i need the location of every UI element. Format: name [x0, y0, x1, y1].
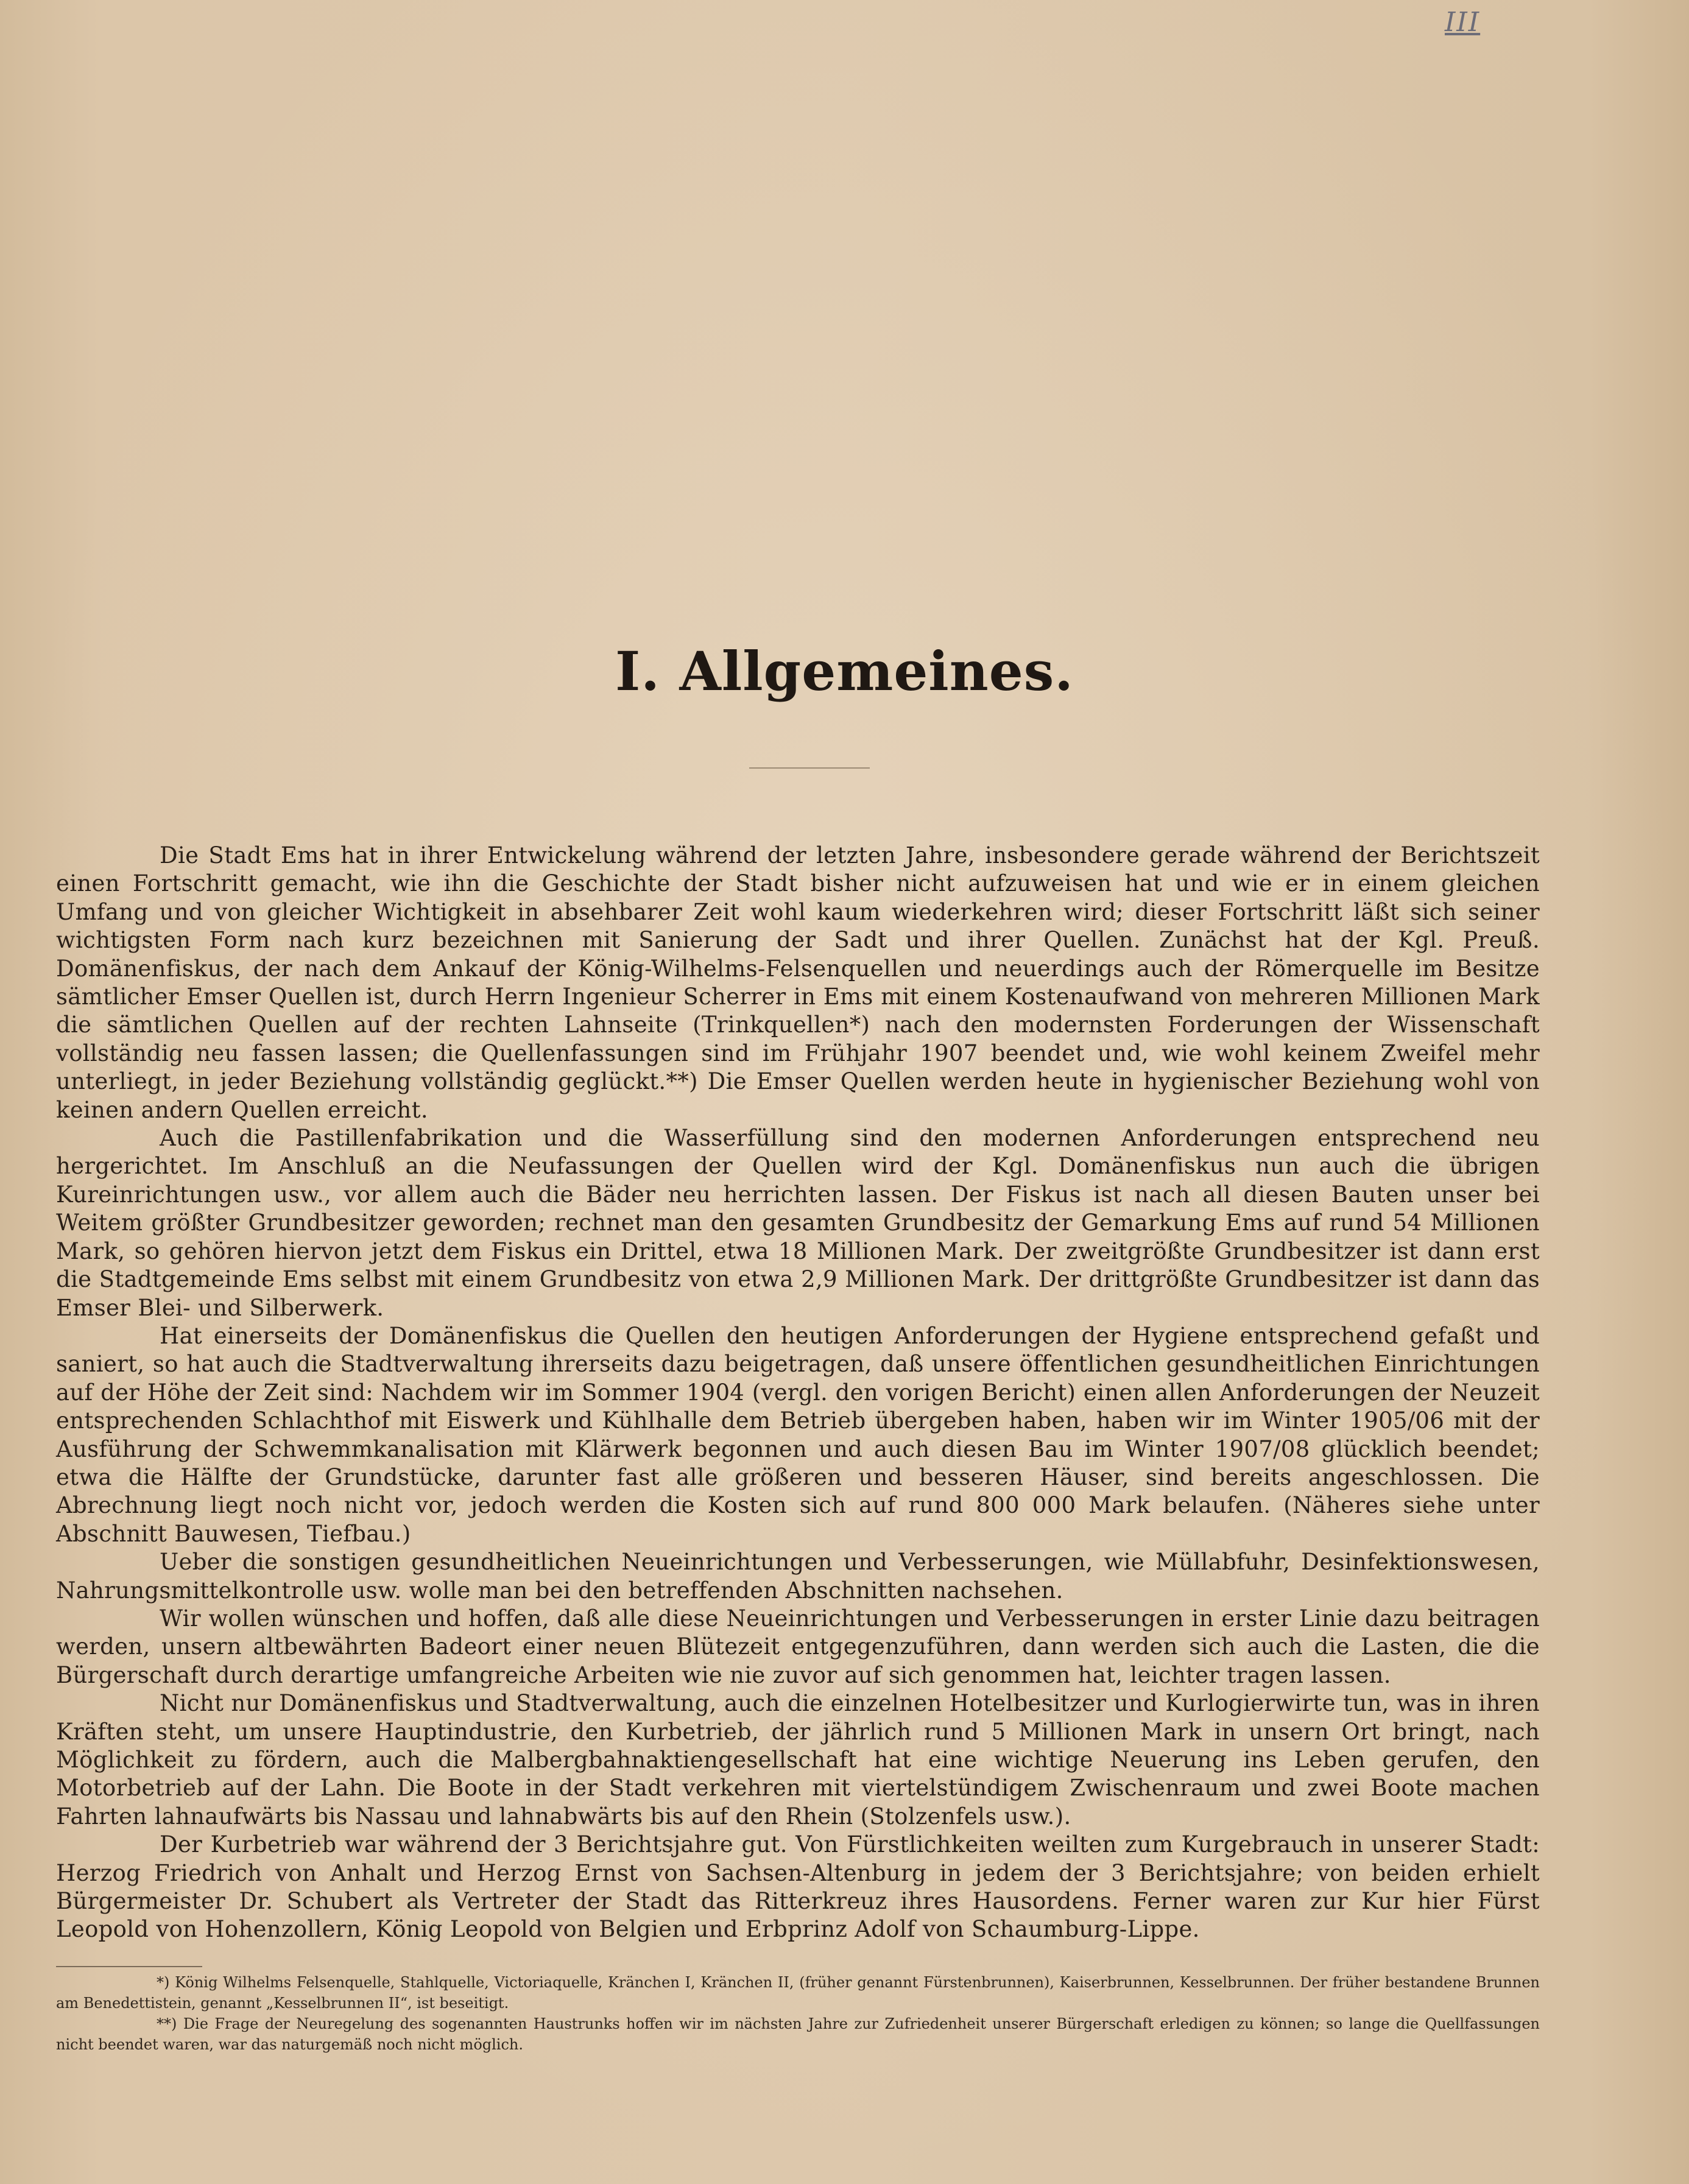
paragraph: Hat einerseits der Domänenfiskus die Quellen den heutigen Anforderungen der Hygiene entsprechend gefaßt und saniert, so hat auch die Stadtverwaltung ihrerseits dazu beigetragen, daß unsere öffentlichen gesundheitlichen Einrichtungen auf der Höhe der Zeit sind: Nachdem wir im Sommer 1904 (vergl. den vorigen Bericht) einen allen Anforderungen der Neuzeit entsprechenden Schlachthof mit Eiswerk und Kühlhalle dem Betrieb übergeben haben, haben wir im Winter 1905/06 mit der Ausführung der Schwemmkanalisation mit Klärwerk begonnen und auch diesen Bau im Winter 1907/08 glücklich beendet; etwa die Hälfte der Grundstücke, darunter fast alle größeren und besseren Häuser, sind bereits angeschlossen. Die Abrechnung liegt noch nicht vor, jedoch werden die Kosten sich auf rund 800 000 Mark belaufen. (Näheres siehe unter Abschnitt Bauwesen, Tiefbau.): [56, 1322, 1540, 1547]
paragraph: Wir wollen wünschen und hoffen, daß alle diese Neueinrichtungen und Verbesserungen in erster Linie dazu beitragen werden, unsern altbewährten Badeort einer neuen Blütezeit entgegenzuführen, dann werden sich auch die Lasten, die die Bürgerschaft durch derartige umfangreiche Arbeiten wie nie zuvor auf sich genommen hat, leichter tragen lassen.: [56, 1605, 1540, 1688]
footnotes: [56, 1972, 1540, 2055]
footnote: *) König Wilhelms Felsenquelle, Stahlquelle, Victoriaquelle, Kränchen I, Kränchen II, (früher genannt Fürstenbrunnen), Kaiserbrunnen, Kesselbrunnen. Der früher bestandene Brunnen am Benedettistein, genannt „Kesselbrunnen II“, ist beseitigt.: [56, 1974, 1540, 2012]
footnote: **) Die Frage der Neuregelung des sogenannten Haustrunks hoffen wir im nächsten Jahre zur Zufriedenheit unserer Bürgerschaft erledigen zu können; so lange die Quellfassungen nicht beendet waren, war das naturgemäß noch nicht möglich.: [56, 2015, 1540, 2053]
paragraph: Nicht nur Domänenfiskus und Stadtverwaltung, auch die einzelnen Hotelbesitzer und Kurlogierwirte tun, was in ihren Kräften steht, um unsere Hauptindustrie, den Kurbetrieb, der jährlich rund 5 Millionen Mark in unsern Ort bringt, nach Möglichkeit zu fördern, auch die Malbergbahnaktiengesellschaft hat eine wichtige Neuerung ins Leben gerufen, den Motorbetrieb auf der Lahn. Die Boote in der Stadt verkehren mit viertelstündigem Zwischenraum und zwei Boote machen Fahrten lahnaufwärts bis Nassau und lahnabwärts bis auf den Rhein (Stolzenfels usw.).: [56, 1690, 1540, 1830]
body-text: [56, 842, 1540, 1944]
paragraph: Der Kurbetrieb war während der 3 Berichtsjahre gut. Von Fürstlichkeiten weilten zum Kurgebrauch in unserer Stadt: Herzog Friedrich von Anhalt und Herzog Ernst von Sachsen-Altenburg in jedem der 3 Berichtsjahre; von beiden erhielt Bürgermeister Dr. Schubert als Vertreter der Stadt das Ritterkreuz ihres Hausordens. Ferner waren zur Kur hier Fürst Leopold von Hohenzollern, König Leopold von Belgien und Erbprinz Adolf von Schaumburg-Lippe.: [56, 1831, 1540, 1943]
title-divider: [749, 767, 870, 769]
paragraph: Die Stadt Ems hat in ihrer Entwickelung während der letzten Jahre, insbesondere gerade während der Berichtszeit einen Fortschritt gemacht, wie ihn die Geschichte der Stadt bisher nicht aufzuweisen hat und wie er in einem gleichen Umfang und von gleicher Wichtigkeit in absehbarer Zeit wohl kaum wiederkehren wird; dieser Fortschritt läßt sich seiner wichtigsten Form nach kurz bezeichnen mit Sanierung der Sadt und ihrer Quellen. Zunächst hat der Kgl. Preuß. Domänenfiskus, der nach dem Ankauf der König-Wilhelms-Felsenquellen und neuerdings auch der Römerquelle im Besitze sämtlicher Emser Quellen ist, durch Herrn Ingenieur Scherrer in Ems mit einem Kostenaufwand von mehreren Millionen Mark die sämtlichen Quellen auf der rechten Lahnseite (Trinkquellen*) nach den modernsten Forderungen der Wissenschaft vollständig neu fassen lassen; die Quellenfassungen sind im Frühjahr 1907 beendet und, wie wohl keinem Zweifel mehr unterliegt, in jeder Beziehung vollständig geglückt.**) Die Emser Quellen werden heute in hygienischer Beziehung wohl von keinen andern Quellen erreicht.: [56, 842, 1540, 1123]
paragraph: Ueber die sonstigen gesundheitlichen Neueinrichtungen und Verbesserungen, wie Müllabfuhr, Desinfektionswesen, Nahrungsmittelkontrolle usw. wolle man bei den betreffenden Abschnitten nachsehen.: [56, 1549, 1540, 1604]
footnote-divider: [56, 1966, 202, 1967]
section-title: I. Allgemeines.: [615, 639, 1074, 703]
paragraph: Auch die Pastillenfabrikation und die Wasserfüllung sind den modernen Anforderungen entsprechend neu hergerichtet. Im Anschluß an die Neufassungen der Quellen wird der Kgl. Domänenfiskus nun auch die übrigen Kureinrichtungen usw., vor allem auch die Bäder neu herrichten lassen. Der Fiskus ist nach all diesen Bauten unser bei Weitem größter Grundbesitzer geworden; rechnet man den gesamten Grundbesitz der Gemarkung Ems auf rund 54 Millionen Mark, so gehören hiervon jetzt dem Fiskus ein Drittel, etwa 18 Millionen Mark. Der zweitgrößte Grundbesitzer ist dann erst die Stadtgemeinde Ems selbst mit einem Grundbesitz von etwa 2,9 Millionen Mark. Der drittgrößte Grundbesitzer ist dann das Emser Blei- und Silberwerk.: [56, 1125, 1540, 1321]
page-number: III: [1445, 7, 1481, 38]
